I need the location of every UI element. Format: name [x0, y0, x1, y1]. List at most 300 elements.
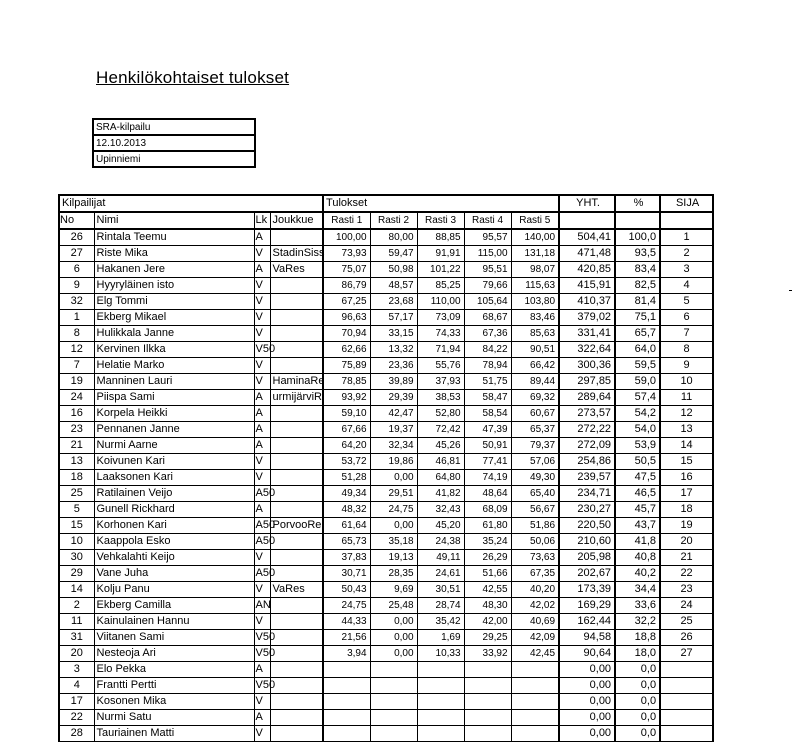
- col-club: Joukkue: [270, 212, 323, 229]
- cell-percent: 59,5: [615, 358, 660, 374]
- table-row: [59, 454, 713, 470]
- cell-no: 8: [59, 326, 94, 342]
- cell-club: [270, 358, 323, 374]
- cell-r3: 24,61: [417, 566, 464, 582]
- cell-r5: 67,35: [511, 566, 559, 582]
- cell-name: Kaappola Esko: [94, 534, 254, 550]
- cell-r3: 64,80: [417, 470, 464, 486]
- cell-r5: [511, 662, 559, 678]
- cell-rank: [660, 694, 713, 710]
- cell-r4: 95,57: [464, 229, 511, 246]
- cell-no: 26: [59, 229, 94, 246]
- cell-class: A: [254, 662, 270, 678]
- cell-name: Ratilainen Veijo: [94, 486, 254, 502]
- cell-no: 4: [59, 678, 94, 694]
- cell-r5: 89,44: [511, 374, 559, 390]
- cell-r4: 77,41: [464, 454, 511, 470]
- cell-r5: [511, 694, 559, 710]
- cell-r5: 42,02: [511, 598, 559, 614]
- cell-r2: [370, 694, 417, 710]
- table-row: [59, 694, 713, 710]
- cell-r3: 74,33: [417, 326, 464, 342]
- cell-class: V: [254, 310, 270, 326]
- cell-percent: 40,2: [615, 566, 660, 582]
- cell-percent: 64,0: [615, 342, 660, 358]
- cell-r5: 42,09: [511, 630, 559, 646]
- cell-rank: 4: [660, 278, 713, 294]
- cell-rank: 12: [660, 406, 713, 422]
- cell-percent: 47,5: [615, 470, 660, 486]
- stray-mark: [789, 290, 792, 291]
- cell-r2: 24,75: [370, 502, 417, 518]
- cell-club: [270, 566, 323, 582]
- table-row: [59, 358, 713, 374]
- cell-percent: 50,5: [615, 454, 660, 470]
- cell-class: V: [254, 550, 270, 566]
- cell-club: [270, 502, 323, 518]
- event-name: SRA-kilpailu: [94, 120, 254, 136]
- cell-total: 234,71: [559, 486, 615, 502]
- col-lk: Lk: [254, 212, 270, 229]
- cell-r1: 59,10: [323, 406, 370, 422]
- cell-total: 239,57: [559, 470, 615, 486]
- col-r3: Rasti 3: [417, 212, 464, 229]
- cell-percent: 75,1: [615, 310, 660, 326]
- results-table: [58, 194, 714, 742]
- table-row: [59, 470, 713, 486]
- cell-r2: [370, 726, 417, 742]
- cell-r4: 74,19: [464, 470, 511, 486]
- cell-total: 94,58: [559, 630, 615, 646]
- cell-rank: 17: [660, 486, 713, 502]
- cell-percent: 57,4: [615, 390, 660, 406]
- cell-r3: 35,42: [417, 614, 464, 630]
- cell-total: 0,00: [559, 662, 615, 678]
- cell-class: V: [254, 374, 270, 390]
- col-r2: Rasti 2: [370, 212, 417, 229]
- cell-r1: [323, 726, 370, 742]
- cell-r5: 57,06: [511, 454, 559, 470]
- cell-club: [270, 470, 323, 486]
- event-location: Upinniemi: [94, 152, 254, 168]
- cell-r4: 50,91: [464, 438, 511, 454]
- cell-r4: [464, 694, 511, 710]
- cell-no: 11: [59, 614, 94, 630]
- cell-r3: 91,91: [417, 246, 464, 262]
- cell-r5: 131,18: [511, 246, 559, 262]
- cell-percent: 40,8: [615, 550, 660, 566]
- cell-name: Piispa Sami: [94, 390, 254, 406]
- cell-no: 6: [59, 262, 94, 278]
- cell-name: Korpela Heikki: [94, 406, 254, 422]
- cell-r2: 42,47: [370, 406, 417, 422]
- cell-club: VaRes: [270, 582, 323, 598]
- header-rank: SIJA: [660, 195, 713, 212]
- cell-name: Nurmi Satu: [94, 710, 254, 726]
- cell-r5: 51,86: [511, 518, 559, 534]
- cell-name: Helatie Marko: [94, 358, 254, 374]
- col-name: Nimi: [94, 212, 254, 229]
- cell-name: Gunell Rickhard: [94, 502, 254, 518]
- cell-total: 0,00: [559, 726, 615, 742]
- cell-r5: 115,63: [511, 278, 559, 294]
- cell-r1: 67,66: [323, 422, 370, 438]
- cell-r4: 95,51: [464, 262, 511, 278]
- cell-r2: 0,00: [370, 614, 417, 630]
- cell-r1: 24,75: [323, 598, 370, 614]
- cell-class: V: [254, 470, 270, 486]
- cell-r1: 96,63: [323, 310, 370, 326]
- cell-r5: 40,20: [511, 582, 559, 598]
- cell-class: A: [254, 406, 270, 422]
- cell-no: 24: [59, 390, 94, 406]
- cell-percent: 65,7: [615, 326, 660, 342]
- cell-r2: 59,47: [370, 246, 417, 262]
- cell-r3: 45,26: [417, 438, 464, 454]
- cell-name: Rintala Teemu: [94, 229, 254, 246]
- cell-r1: 93,92: [323, 390, 370, 406]
- cell-no: 32: [59, 294, 94, 310]
- cell-r5: 56,67: [511, 502, 559, 518]
- cell-total: 297,85: [559, 374, 615, 390]
- cell-total: 220,50: [559, 518, 615, 534]
- cell-name: Riste Mika: [94, 246, 254, 262]
- cell-name: Nesteoja Ari: [94, 646, 254, 662]
- cell-rank: 7: [660, 326, 713, 342]
- cell-r4: 29,25: [464, 630, 511, 646]
- cell-total: 202,67: [559, 566, 615, 582]
- cell-r4: 58,47: [464, 390, 511, 406]
- page-title: Henkilökohtaiset tulokset: [96, 68, 290, 87]
- cell-name: Hulikkala Janne: [94, 326, 254, 342]
- cell-r5: [511, 726, 559, 742]
- cell-name: Kolju Panu: [94, 582, 254, 598]
- cell-r1: 75,89: [323, 358, 370, 374]
- cell-no: 16: [59, 406, 94, 422]
- table-row: [59, 390, 713, 406]
- cell-r4: 51,75: [464, 374, 511, 390]
- cell-class: V: [254, 694, 270, 710]
- cell-percent: 93,5: [615, 246, 660, 262]
- table-row: [59, 710, 713, 726]
- cell-percent: 18,0: [615, 646, 660, 662]
- cell-club: [270, 422, 323, 438]
- cell-r1: 50,43: [323, 582, 370, 598]
- cell-r2: 19,86: [370, 454, 417, 470]
- cell-r5: 98,07: [511, 262, 559, 278]
- table-row: [59, 246, 713, 262]
- cell-r3: 73,09: [417, 310, 464, 326]
- cell-r2: 13,32: [370, 342, 417, 358]
- table-row: [59, 278, 713, 294]
- cell-r4: 68,09: [464, 502, 511, 518]
- cell-rank: 2: [660, 246, 713, 262]
- cell-class: V50: [254, 342, 270, 358]
- cell-name: Hyyryläinen isto: [94, 278, 254, 294]
- cell-total: 169,29: [559, 598, 615, 614]
- cell-r1: 21,56: [323, 630, 370, 646]
- cell-r1: 86,79: [323, 278, 370, 294]
- cell-r3: 49,11: [417, 550, 464, 566]
- cell-r5: 40,69: [511, 614, 559, 630]
- cell-no: 30: [59, 550, 94, 566]
- cell-no: 28: [59, 726, 94, 742]
- cell-total: 254,86: [559, 454, 615, 470]
- cell-rank: 20: [660, 534, 713, 550]
- cell-r5: 50,06: [511, 534, 559, 550]
- cell-r2: 33,15: [370, 326, 417, 342]
- cell-no: 10: [59, 534, 94, 550]
- cell-total: 272,09: [559, 438, 615, 454]
- cell-rank: [660, 678, 713, 694]
- cell-name: Ekberg Camilla: [94, 598, 254, 614]
- cell-r2: 48,57: [370, 278, 417, 294]
- cell-r5: 65,37: [511, 422, 559, 438]
- cell-club: HaminaRe: [270, 374, 323, 390]
- cell-no: 18: [59, 470, 94, 486]
- cell-no: 14: [59, 582, 94, 598]
- cell-r4: 51,66: [464, 566, 511, 582]
- event-date: 12.10.2013: [94, 136, 254, 152]
- cell-r3: 52,80: [417, 406, 464, 422]
- cell-no: 5: [59, 502, 94, 518]
- cell-r2: 19,13: [370, 550, 417, 566]
- cell-r3: 55,76: [417, 358, 464, 374]
- cell-rank: 14: [660, 438, 713, 454]
- cell-r2: 29,51: [370, 486, 417, 502]
- cell-club: StadinSiss: [270, 246, 323, 262]
- cell-r4: 67,36: [464, 326, 511, 342]
- table-row: [59, 486, 713, 502]
- cell-r5: 65,40: [511, 486, 559, 502]
- col-no: No: [59, 212, 94, 229]
- cell-no: 25: [59, 486, 94, 502]
- cell-percent: 82,5: [615, 278, 660, 294]
- cell-class: A: [254, 422, 270, 438]
- cell-percent: 54,0: [615, 422, 660, 438]
- cell-total: 273,57: [559, 406, 615, 422]
- cell-r1: 49,34: [323, 486, 370, 502]
- cell-r4: 78,94: [464, 358, 511, 374]
- table-row: [59, 566, 713, 582]
- cell-percent: 0,0: [615, 678, 660, 694]
- cell-r4: [464, 710, 511, 726]
- cell-club: [270, 229, 323, 246]
- cell-percent: 83,4: [615, 262, 660, 278]
- cell-club: [270, 630, 323, 646]
- cell-class: V: [254, 454, 270, 470]
- cell-total: 379,02: [559, 310, 615, 326]
- header-results: Tulokset: [323, 195, 559, 212]
- cell-r3: [417, 726, 464, 742]
- cell-percent: 53,9: [615, 438, 660, 454]
- cell-club: [270, 598, 323, 614]
- cell-class: A: [254, 262, 270, 278]
- cell-r3: 110,00: [417, 294, 464, 310]
- cell-r3: 72,42: [417, 422, 464, 438]
- cell-club: [270, 486, 323, 502]
- cell-no: 23: [59, 422, 94, 438]
- cell-name: Tauriainen Matti: [94, 726, 254, 742]
- cell-club: [270, 454, 323, 470]
- cell-r1: 48,32: [323, 502, 370, 518]
- cell-rank: 23: [660, 582, 713, 598]
- table-row: [59, 294, 713, 310]
- cell-r3: [417, 710, 464, 726]
- cell-r4: 42,55: [464, 582, 511, 598]
- table-row: [59, 518, 713, 534]
- cell-r3: 1,69: [417, 630, 464, 646]
- cell-club: [270, 310, 323, 326]
- cell-no: 1: [59, 310, 94, 326]
- cell-r2: 0,00: [370, 470, 417, 486]
- cell-r4: 105,64: [464, 294, 511, 310]
- cell-r5: 49,30: [511, 470, 559, 486]
- cell-class: V50: [254, 678, 270, 694]
- table-row: [59, 630, 713, 646]
- cell-r1: 37,83: [323, 550, 370, 566]
- cell-r4: 48,64: [464, 486, 511, 502]
- cell-club: [270, 646, 323, 662]
- table-row: [59, 326, 713, 342]
- cell-r3: 10,33: [417, 646, 464, 662]
- cell-rank: 10: [660, 374, 713, 390]
- cell-name: Pennanen Janne: [94, 422, 254, 438]
- event-info-box: [92, 118, 256, 168]
- cell-no: 22: [59, 710, 94, 726]
- cell-r1: [323, 710, 370, 726]
- cell-rank: [660, 662, 713, 678]
- table-row: [59, 438, 713, 454]
- cell-r1: 51,28: [323, 470, 370, 486]
- table-row: [59, 646, 713, 662]
- table-row: [59, 550, 713, 566]
- cell-class: V: [254, 326, 270, 342]
- cell-total: 289,64: [559, 390, 615, 406]
- cell-r4: 48,30: [464, 598, 511, 614]
- cell-r2: 39,89: [370, 374, 417, 390]
- cell-r5: [511, 710, 559, 726]
- cell-no: 21: [59, 438, 94, 454]
- cell-class: A: [254, 438, 270, 454]
- cell-r2: 19,37: [370, 422, 417, 438]
- cell-rank: 24: [660, 598, 713, 614]
- cell-rank: 26: [660, 630, 713, 646]
- cell-r3: 45,20: [417, 518, 464, 534]
- cell-r1: 30,71: [323, 566, 370, 582]
- cell-r4: 35,24: [464, 534, 511, 550]
- cell-total: 322,64: [559, 342, 615, 358]
- cell-class: AN: [254, 598, 270, 614]
- cell-club: [270, 694, 323, 710]
- cell-rank: 27: [660, 646, 713, 662]
- cell-r3: 46,81: [417, 454, 464, 470]
- cell-r1: 75,07: [323, 262, 370, 278]
- cell-r5: 69,32: [511, 390, 559, 406]
- cell-class: V: [254, 278, 270, 294]
- cell-no: 29: [59, 566, 94, 582]
- cell-r3: 41,82: [417, 486, 464, 502]
- cell-percent: 41,8: [615, 534, 660, 550]
- table-row: [59, 598, 713, 614]
- cell-total: 0,00: [559, 694, 615, 710]
- header-percent: %: [615, 195, 660, 212]
- cell-rank: 21: [660, 550, 713, 566]
- cell-rank: 11: [660, 390, 713, 406]
- cell-r2: 80,00: [370, 229, 417, 246]
- col-r5: Rasti 5: [511, 212, 559, 229]
- cell-name: Kervinen Ilkka: [94, 342, 254, 358]
- cell-total: 0,00: [559, 710, 615, 726]
- cell-rank: 8: [660, 342, 713, 358]
- cell-no: 19: [59, 374, 94, 390]
- cell-club: urmijärviR: [270, 390, 323, 406]
- cell-r5: 85,63: [511, 326, 559, 342]
- table-row: [59, 502, 713, 518]
- cell-name: Vane Juha: [94, 566, 254, 582]
- table-row: [59, 582, 713, 598]
- cell-r4: 42,00: [464, 614, 511, 630]
- cell-percent: 0,0: [615, 726, 660, 742]
- cell-total: 300,36: [559, 358, 615, 374]
- cell-r3: [417, 678, 464, 694]
- cell-club: [270, 342, 323, 358]
- header-total: YHT.: [559, 195, 615, 212]
- table-row: [59, 342, 713, 358]
- cell-r1: 67,25: [323, 294, 370, 310]
- cell-rank: 16: [660, 470, 713, 486]
- cell-r1: 73,93: [323, 246, 370, 262]
- cell-club: [270, 406, 323, 422]
- cell-name: Laaksonen Kari: [94, 470, 254, 486]
- cell-name: Manninen Lauri: [94, 374, 254, 390]
- cell-r1: 65,73: [323, 534, 370, 550]
- cell-percent: 34,4: [615, 582, 660, 598]
- cell-club: [270, 534, 323, 550]
- cell-r4: 33,92: [464, 646, 511, 662]
- cell-percent: 59,0: [615, 374, 660, 390]
- cell-no: 3: [59, 662, 94, 678]
- cell-no: 2: [59, 598, 94, 614]
- cell-percent: 43,7: [615, 518, 660, 534]
- cell-class: A50: [254, 534, 270, 550]
- cell-r3: 38,53: [417, 390, 464, 406]
- table-row: [59, 310, 713, 326]
- cell-r3: 101,22: [417, 262, 464, 278]
- cell-r2: [370, 678, 417, 694]
- cell-name: Viitanen Sami: [94, 630, 254, 646]
- cell-r3: 37,93: [417, 374, 464, 390]
- cell-name: Ekberg Mikael: [94, 310, 254, 326]
- cell-r4: 58,54: [464, 406, 511, 422]
- cell-rank: 1: [660, 229, 713, 246]
- cell-rank: 5: [660, 294, 713, 310]
- cell-r2: 28,35: [370, 566, 417, 582]
- cell-r5: 103,80: [511, 294, 559, 310]
- cell-percent: 45,7: [615, 502, 660, 518]
- cell-percent: 0,0: [615, 710, 660, 726]
- cell-class: A: [254, 502, 270, 518]
- cell-no: 17: [59, 694, 94, 710]
- cell-club: [270, 278, 323, 294]
- cell-r2: 0,00: [370, 646, 417, 662]
- cell-name: Kainulainen Hannu: [94, 614, 254, 630]
- cell-r1: [323, 678, 370, 694]
- cell-name: Kosonen Mika: [94, 694, 254, 710]
- cell-name: Frantti Pertti: [94, 678, 254, 694]
- cell-percent: 100,0: [615, 229, 660, 246]
- cell-name: Elg Tommi: [94, 294, 254, 310]
